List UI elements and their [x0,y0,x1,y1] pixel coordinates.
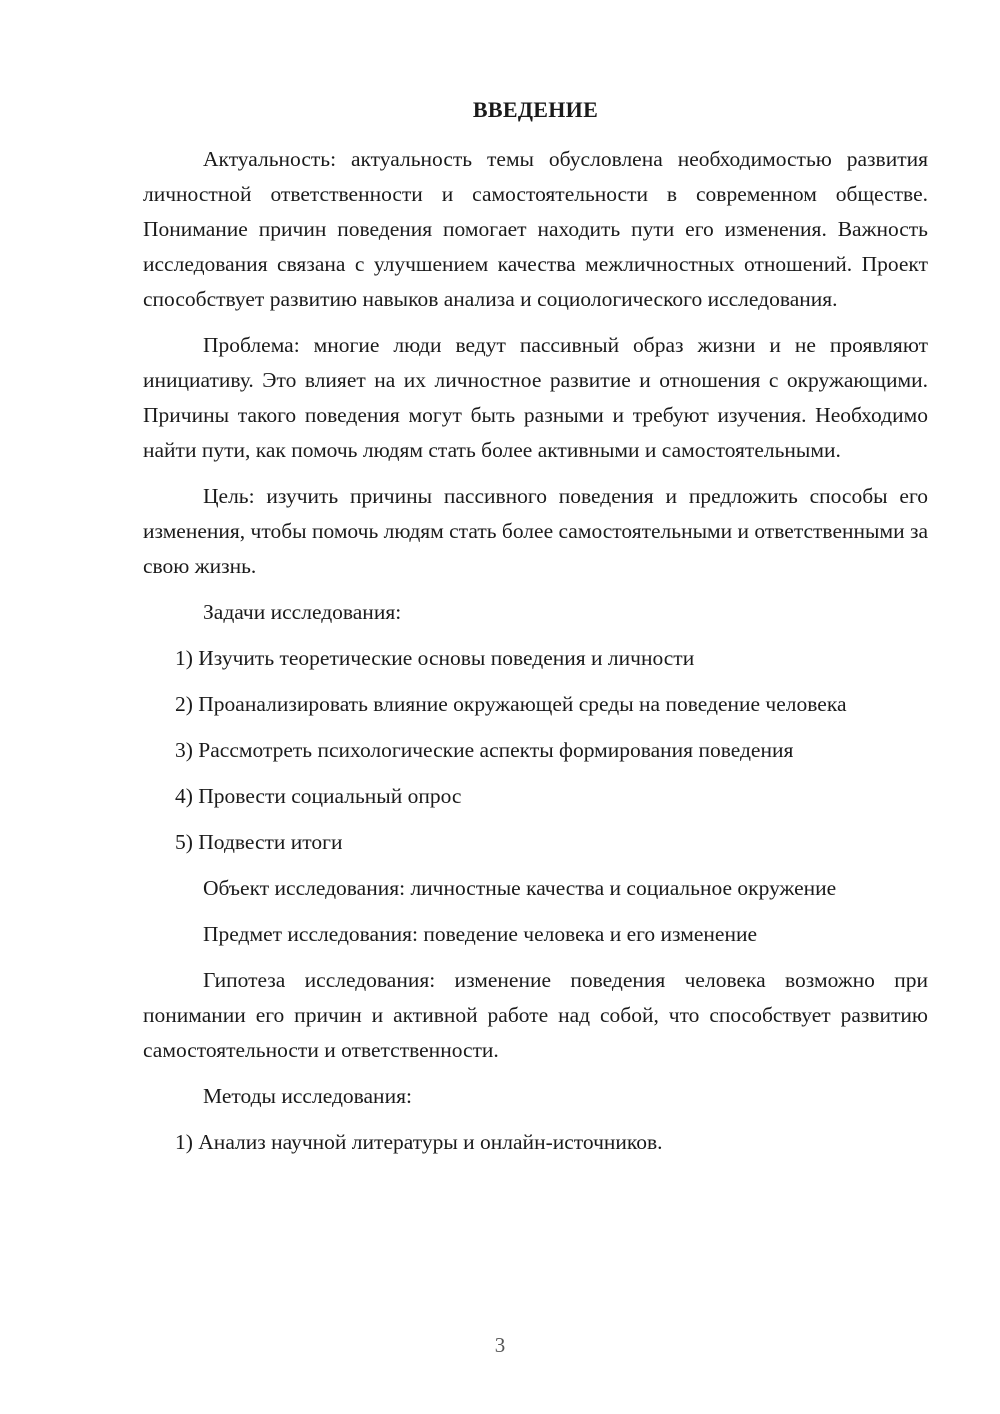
object-paragraph: Объект исследования: личностные качества и социальное окружение [203,876,837,900]
task-item-2: 2) Проанализировать влияние окружающей среды на поведение человека [175,692,847,716]
tasks-heading: Задачи исследования: [203,600,402,624]
relevance-paragraph: Актуальность: актуальность темы обусловлена необходимостью развития личностной ответственности и самостоятельности в современном обществе. Понимание причин поведения помогает находить пути его изменения. Важность исследования связана с улучшением качества межличностных отношений. Проект способствует развитию навыков анализа и социологического исследования. [143,147,928,311]
task-item-5: 5) Подвести итоги [175,830,343,854]
task-item-4: 4) Провести социальный опрос [175,784,462,808]
page-number: 3 [494,1333,506,1357]
subject-paragraph: Предмет исследования: поведение человека и его изменение [203,922,757,946]
problem-paragraph: Проблема: многие люди ведут пассивный образ жизни и не проявляют инициативу. Это влияет на их личностное развитие и отношения с окружающими. Причины такого поведения могут быть разными и требуют изучения. Необходимо найти пути, как помочь людям стать более активными и самостоятельными. [143,333,928,462]
task-item-1: 1) Изучить теоретические основы поведения и личности [175,646,695,670]
task-item-3: 3) Рассмотреть психологические аспекты формирования поведения [175,738,794,762]
page-title: ВВЕДЕНИЕ [472,97,599,122]
method-item-1: 1) Анализ научной литературы и онлайн-источников. [175,1130,663,1154]
hypothesis-paragraph: Гипотеза исследования: изменение поведения человека возможно при понимании его причин и активной работе над собой, что способствует развитию самостоятельности и ответственности. [143,968,928,1062]
document-page [143,92,928,1171]
goal-paragraph: Цель: изучить причины пассивного поведения и предложить способы его изменения, чтобы помочь людям стать более самостоятельными и ответственными за свою жизнь. [143,484,928,578]
methods-heading: Методы исследования: [203,1084,412,1108]
